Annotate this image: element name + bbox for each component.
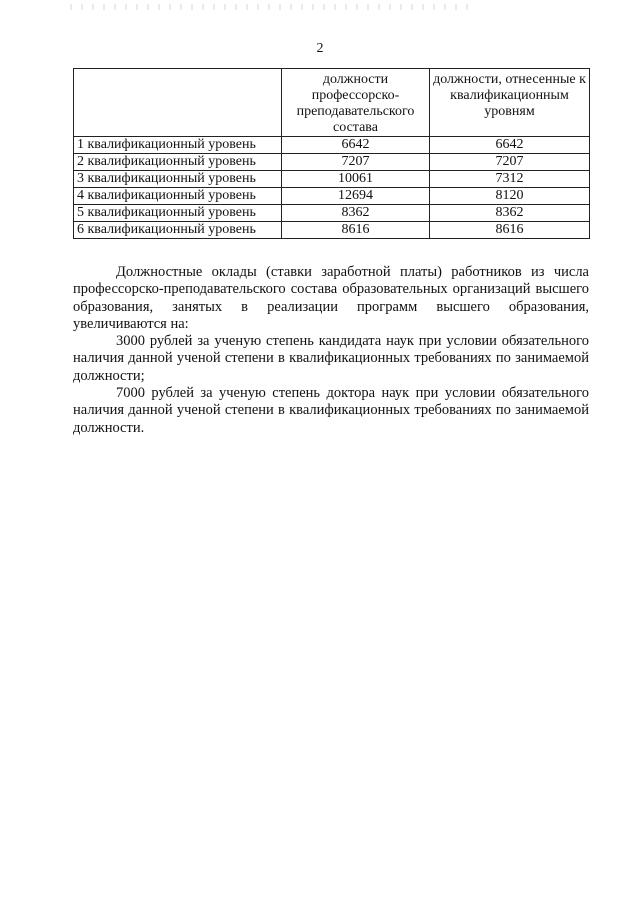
table-row (74, 137, 590, 154)
header-pps-positions: должности профессорско-преподавательского состава (282, 69, 430, 137)
pps-salary-cell: 6642 (282, 137, 430, 154)
table-row (74, 171, 590, 188)
other-salary-cell: 8616 (430, 222, 590, 239)
pps-salary-cell: 8616 (282, 222, 430, 239)
body-text (73, 264, 589, 437)
level-cell: 1 квалификационный уровень (74, 137, 282, 154)
paragraph-salary-increase: Должностные оклады (ставки заработной платы) работников из числа профессорско-преподавательского состава образовательных организаций высшего образования, занятых в реализации программ высшего образования, увеличиваются на: (73, 264, 589, 332)
other-salary-cell: 7207 (430, 154, 590, 171)
level-cell: 6 квалификационный уровень (74, 222, 282, 239)
table-row (74, 222, 590, 239)
paragraph-doctor-degree: 7000 рублей за ученую степень доктора наук при условии обязательного наличия данной ученой степени в квалификационных требованиях по занимаемой должности. (73, 385, 589, 436)
table-row (74, 205, 590, 222)
pps-salary-cell: 12694 (282, 188, 430, 205)
other-salary-cell: 8120 (430, 188, 590, 205)
header-qualification-positions: должности, отнесенные к квалификационным уровням (430, 69, 590, 137)
scan-artifact (70, 4, 470, 10)
pps-salary-cell: 7207 (282, 154, 430, 171)
table-row (74, 154, 590, 171)
other-salary-cell: 8362 (430, 205, 590, 222)
level-cell: 5 квалификационный уровень (74, 205, 282, 222)
table-header-row (74, 69, 590, 137)
level-cell: 4 квалификационный уровень (74, 188, 282, 205)
header-empty (74, 69, 282, 137)
level-cell: 3 квалификационный уровень (74, 171, 282, 188)
other-salary-cell: 7312 (430, 171, 590, 188)
salary-table (73, 68, 590, 239)
level-cell: 2 квалификационный уровень (74, 154, 282, 171)
paragraph-candidate-degree: 3000 рублей за ученую степень кандидата наук при условии обязательного наличия данной ученой степени в квалификационных требованиях по занимаемой должности; (73, 333, 589, 384)
page-number: 2 (316, 41, 324, 56)
other-salary-cell: 6642 (430, 137, 590, 154)
pps-salary-cell: 10061 (282, 171, 430, 188)
table-row (74, 188, 590, 205)
pps-salary-cell: 8362 (282, 205, 430, 222)
